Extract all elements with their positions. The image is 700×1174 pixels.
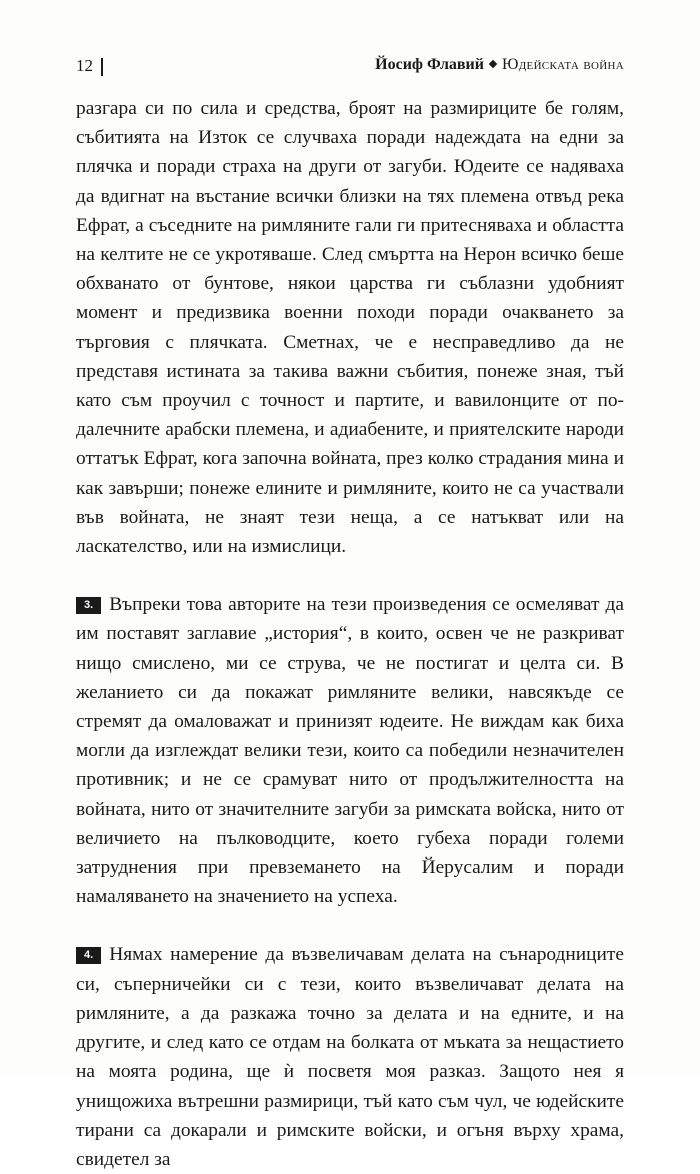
diamond-separator-icon [489,60,497,68]
page-number: 12 [76,56,93,75]
section-number-badge: 3. [76,597,101,614]
author-name: Йосиф Флавий [375,56,484,73]
header-divider [101,58,103,76]
paragraph-text: разгара си по сила и средства, броят на размириците бе голям, събитията на Изток се случваха поради надеждата на едни за плячка и поради страха на други от загуби. Юдеите се надяваха да вдигнат на въстание всички близки на тях племена отвъд река Ефрат, а съседните на римляните гали ги притесняваха и областта на келтите не се укротяваше. След смъртта на Нерон всичко беше обхванато от бунтове, някои царства ги съблазни удобният момент и предизвика военни походи поради очакването за търговия с плячката. Сметнах, че е несправедливо да не представя истината за такива важни събития, понеже зная, тъй като съм проучил с точност и партите, и вавилонците от по-далечните арабски племена, и адиабените, и приятелските народи оттатък Ефрат, кога започна войната, през колко страдания мина и как завърши; понеже елините и римляните, които не са участвали във войната, не знаят тези неща, а се натъкват или на ласкателство, или на измислици. [76,98,624,558]
book-title: Юдейската война [502,56,624,73]
page-body [76,94,624,1174]
page-header [76,56,624,80]
paragraph-text: Нямах намерение да възвеличавам делата на сънародниците си, съперничейки си с тези, които възвеличават делата на римляните, а да разкажа точно за делата и на едните, и на другите, и след като се отдам на болката от мъката за нещастието на моята родина, ще ѝ посветя моя разказ. Защото нея я унищожиха вътрешни размирици, тъй като съм чул, че юдейските тирани са докарали и римските войски, и огъня върху храма, свидетел за [76,944,624,1170]
paragraph-section-4 [76,940,624,1174]
section-number-badge: 4. [76,947,101,964]
paragraph-text: Въпреки това авторите на тези произведения се осмеляват да им поставят заглавие „история“, в които, освен че не разкриват нищо смислено, ми се струва, че не постигат и целта си. В желанието си да покажат римляните велики, навсякъде се стремят да омаловажат и принизят юдеите. Не виждам как биха могли да изглеждат велики тези, които са победили незначителен противник; и не се срамуват нито от продължителността на войната, нито от значителните загуби за римската войска, нито от величието на пълководците, което губеха поради големи затруднения при превземането на Йерусалим и поради намаляването на значението на успеха. [76,594,624,908]
paragraph-continued [76,94,624,561]
paragraph-section-3 [76,590,624,911]
running-head [375,56,624,74]
